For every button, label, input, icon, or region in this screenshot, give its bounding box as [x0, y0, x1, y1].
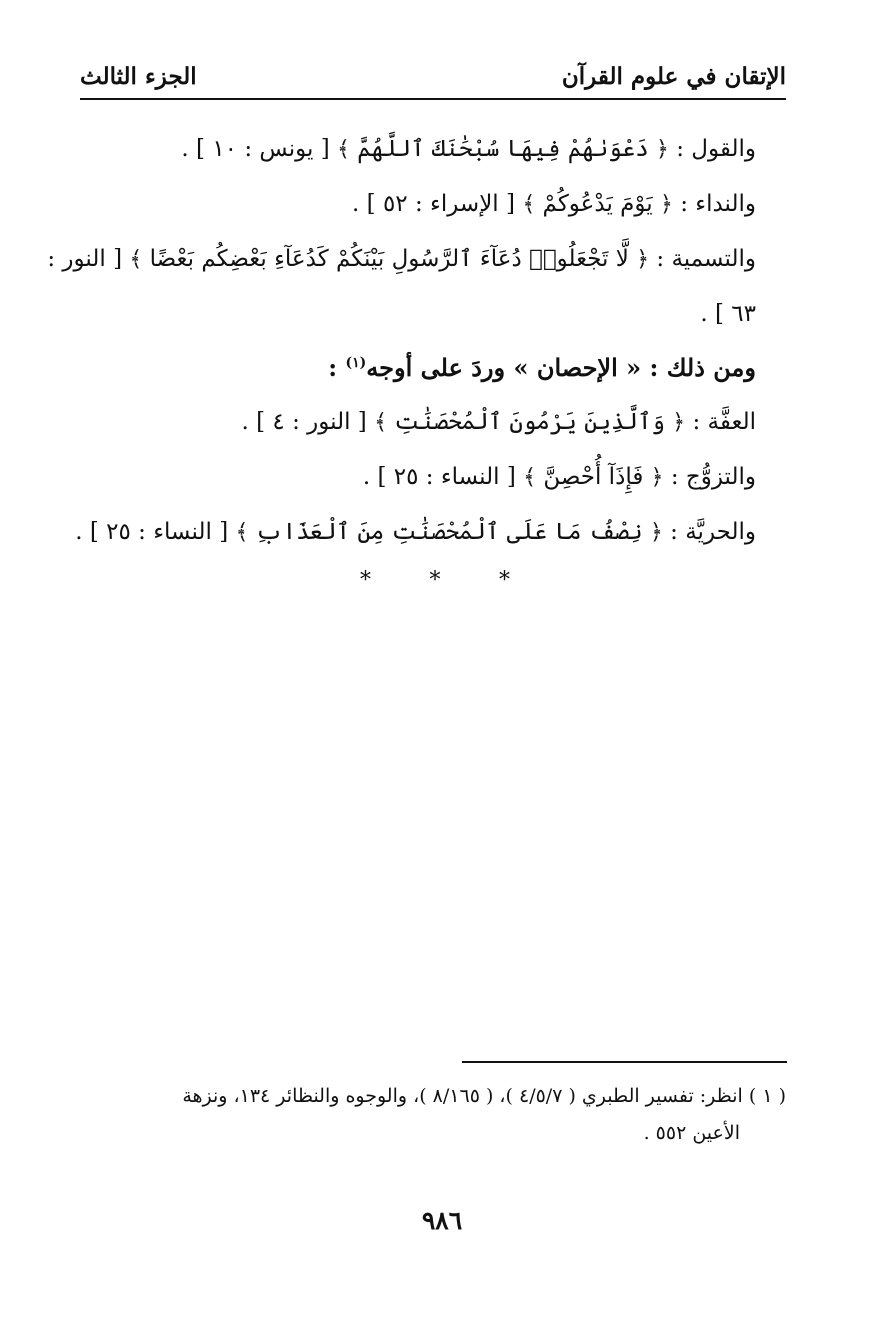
- asterisk-icon: *: [360, 568, 371, 593]
- quran-verse: فَإِذَآ أُحْصِنَّ: [543, 464, 644, 490]
- verse-reference: [ النساء : ٢٥ ] .: [362, 464, 516, 490]
- usage-line-speech: [78, 122, 756, 177]
- book-title: الإتقان في علوم القرآن: [561, 63, 786, 90]
- section-separator: [360, 568, 510, 593]
- heading-suffix: وردَ على أوجه: [366, 353, 506, 382]
- verse-reference: [ النور :: [47, 246, 123, 272]
- usage-label: والنداء :: [680, 191, 756, 217]
- footnote-divider: [462, 1061, 787, 1063]
- heading-colon: :: [328, 353, 338, 382]
- footnote-marker: (١): [345, 355, 367, 371]
- verse-reference: [ النور : ٤ ] .: [241, 409, 367, 435]
- quran-verse: دَعْوَىٰهُمْ فِيهَا سُبْحَٰنَكَ ٱللَّهُمَّ: [357, 136, 649, 162]
- quran-verse: وَٱلَّذِينَ يَرْمُونَ ٱلْمُحْصَنَٰتِ: [394, 409, 665, 435]
- asterisk-icon: *: [499, 568, 510, 593]
- part-label: الجزء الثالث: [80, 63, 197, 90]
- verse-reference: [ الإسراء : ٥٢ ] .: [352, 191, 515, 217]
- verse-open-bracket: ﴿: [636, 247, 650, 272]
- verse-open-bracket: ﴿: [672, 410, 686, 435]
- verse-open-bracket: ﴿: [649, 520, 663, 545]
- usage-line-naming: [47, 232, 756, 287]
- usage-line-calling: [78, 177, 756, 232]
- meaning-line-freedom: [75, 505, 756, 560]
- verse-open-bracket: ﴿: [656, 137, 669, 162]
- page-number: ٩٨٦: [421, 1206, 463, 1235]
- running-header: [80, 52, 786, 100]
- quran-verse: لَّا تَجْعَلُوا۟ دُعَآءَ ٱلرَّسُولِ بَيْنَكُمْ كَدُعَآءِ بَعْضِكُم بَعْضًا: [149, 246, 629, 272]
- meaning-line-chastity: [78, 395, 756, 450]
- usage-label: والتسمية :: [656, 246, 756, 272]
- heading-term: « الإحصان »: [513, 353, 642, 382]
- asterisk-icon: *: [429, 568, 441, 593]
- quran-verse: يَوْمَ يَدْعُوكُمْ: [542, 191, 653, 217]
- usage-line-naming-continued: [78, 287, 756, 341]
- verse-close-bracket: ﴾: [235, 520, 249, 545]
- heading-prefix: ومن ذلك :: [649, 353, 756, 382]
- section-heading: [78, 341, 756, 395]
- quran-verse: نِصْفُ مَا عَلَى ٱلْمُحْصَنَٰتِ مِنَ ٱلْعَذَابِ: [255, 519, 643, 545]
- verse-open-bracket: ﴿: [650, 465, 664, 490]
- verse-close-bracket: ﴾: [523, 465, 536, 490]
- usage-label: والقول :: [676, 136, 756, 162]
- footnote-line: الأعين ٥٥٢ .: [643, 1122, 740, 1144]
- verse-reference-continued: ٦٣ ] .: [700, 301, 756, 327]
- verse-close-bracket: ﴾: [337, 137, 350, 162]
- verse-close-bracket: ﴾: [522, 192, 536, 217]
- footnote: [78, 1078, 786, 1152]
- verse-close-bracket: ﴾: [374, 410, 387, 435]
- verse-reference: [ يونس : ١٠ ] .: [181, 136, 330, 162]
- footnote-line: ( ١ ) انظر: تفسير الطبري ( ٤/٥/٧ )، ( ٨/١٦٥ )، والوجوه والنظائر ١٣٤، ونزهة: [182, 1085, 786, 1107]
- meaning-label: العفَّة :: [692, 409, 756, 435]
- meaning-line-marriage: [78, 450, 756, 505]
- meaning-label: والحريَّة :: [670, 519, 756, 545]
- verse-reference: [ النساء : ٢٥ ] .: [75, 519, 229, 545]
- verse-close-bracket: ﴾: [129, 247, 143, 272]
- meaning-label: والتزوُّج :: [670, 464, 756, 490]
- main-text: [47, 122, 756, 560]
- verse-open-bracket: ﴿: [660, 192, 673, 217]
